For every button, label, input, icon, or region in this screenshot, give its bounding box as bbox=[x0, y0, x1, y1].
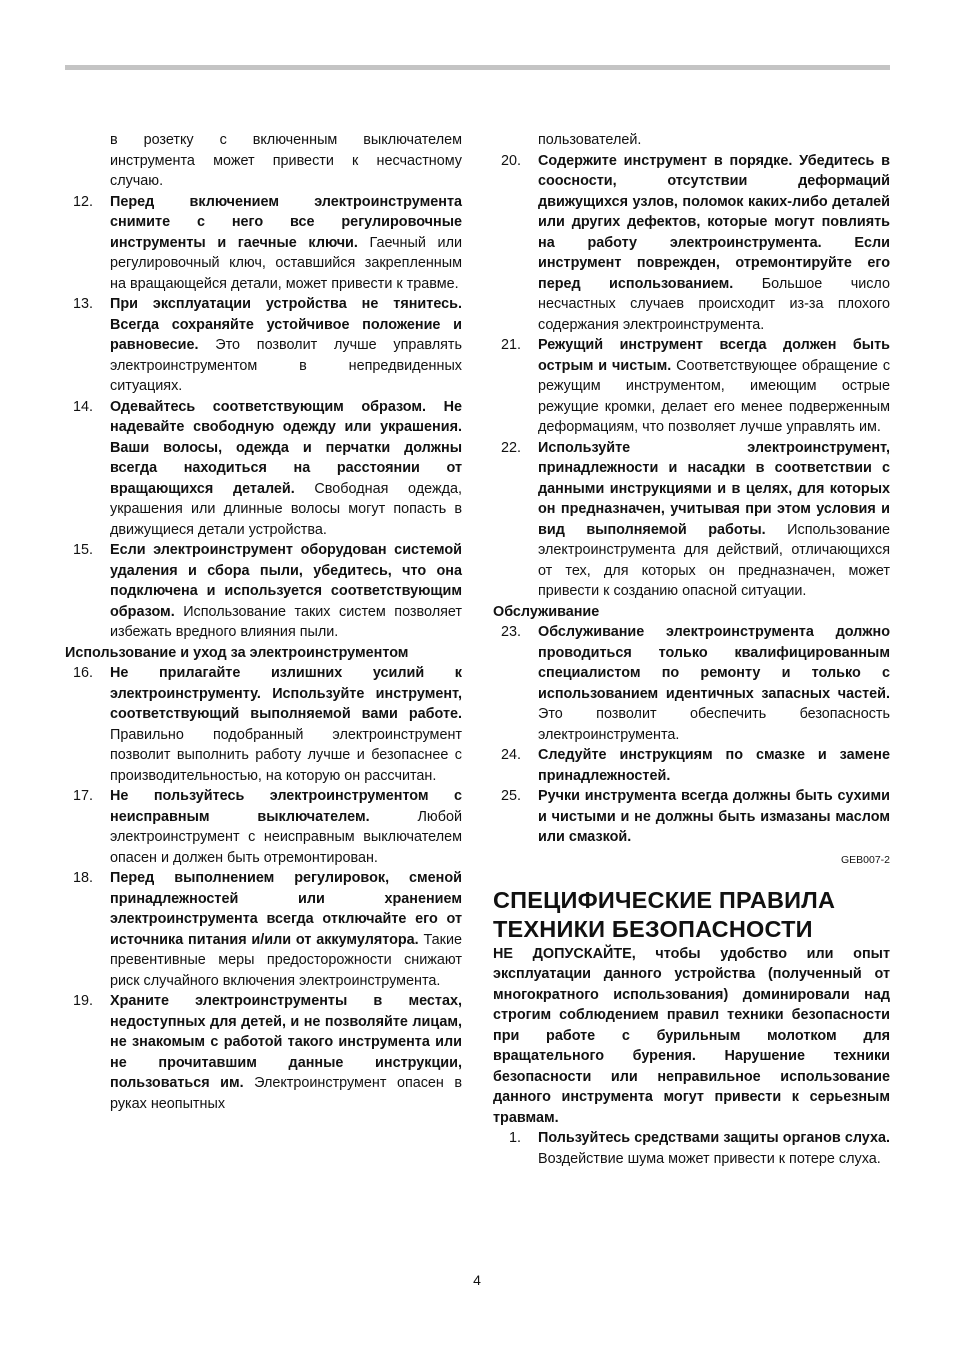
item-number: 24. bbox=[500, 747, 521, 763]
item-bold-text: Не пользуйтесь электроинструментом с неисправным выключателем. bbox=[110, 788, 462, 825]
item-text: Воздействие шума может привести к потере слуха. bbox=[538, 1150, 881, 1167]
item-number: 1. bbox=[508, 1130, 521, 1146]
section-heading-service: Обслуживание bbox=[493, 603, 600, 620]
section-heading-usage: Использование и уход за электроинструментом bbox=[65, 644, 409, 661]
item-text: Любой электроинструмент с неисправным выключателем опасен и должен быть отремонтирован. bbox=[110, 808, 462, 866]
item-text: Электроинструмент опасен в руках неопытных bbox=[110, 1075, 462, 1112]
item-text: Это позволит обеспечить безопасность электроинструмента. bbox=[538, 706, 890, 743]
list-item bbox=[65, 294, 462, 397]
item-bold-text: Ручки инструмента всегда должны быть сухими и чистыми и не должны быть измазаны маслом или смазкой. bbox=[538, 788, 890, 845]
list-item bbox=[493, 1128, 890, 1169]
intro-warning: НЕ ДОПУСКАЙТЕ, чтобы удобство или опыт эксплуатации данного устройства (полученный от многократного использования) доминировали над строгим соблюдением правил техники безопасности при работе с бурильным молотком для вращательного бурения. Нарушение техники безопасности или неправильное использование данного инструмента могут привести к серьезным травмам. bbox=[493, 945, 890, 1126]
left-column bbox=[65, 130, 462, 1114]
item-number: 23. bbox=[500, 624, 521, 640]
item-bold-text: Обслуживание электроинструмента должно проводиться только квалифицированным специалистом по ремонту и только с использованием идентичных запасных частей. bbox=[538, 624, 890, 702]
list-item bbox=[65, 991, 462, 1114]
item-text: Гаечный или регулировочный ключ, оставшийся закрепленным на вращающейся детали, может привести к травме. bbox=[110, 234, 463, 292]
list-item bbox=[493, 151, 890, 336]
item-text: Соответствующее обращение с режущим инструментом, имеющим острые режущие кромки, делает его менее подверженным деформациям, что позволяет лучше управлять им. bbox=[538, 357, 891, 435]
document-code: GEB007-2 bbox=[840, 853, 890, 866]
item-text: Использование таких систем позволяет избежать вредного влияния пыли. bbox=[110, 603, 462, 640]
list-item bbox=[493, 622, 890, 745]
item-bold-text: Режущий инструмент всегда должен быть острым и чистым. bbox=[538, 337, 890, 374]
item-number: 16. bbox=[72, 665, 93, 681]
item-number: 21. bbox=[500, 337, 521, 353]
list-item bbox=[65, 397, 462, 541]
continuation-text: пользователей. bbox=[538, 132, 642, 148]
right-items-b bbox=[493, 622, 890, 848]
section-title: СПЕЦИФИЧЕСКИЕ ПРАВИЛА ТЕХНИКИ БЕЗОПАСНОСТИ bbox=[493, 886, 836, 942]
right-column bbox=[493, 130, 890, 1169]
right-items-c bbox=[493, 1128, 890, 1169]
item-bold-text: Храните электроинструменты в местах, недоступных для детей, и не позволяйте лицам, не знакомым с работой такого инструмента или не прочитавшим данные инструкции, пользоваться им. bbox=[110, 993, 462, 1091]
list-item bbox=[65, 663, 462, 786]
item-number: 25. bbox=[500, 788, 521, 804]
item-number: 14. bbox=[72, 398, 93, 415]
item-bold-text: Перед включением электроинструмента снимите с него все регулировочные инструменты и гаечные ключи. bbox=[110, 193, 462, 251]
item-bold-text: Если электроинструмент оборудован системой удаления и сбора пыли, убедитесь, что она подключена и используется соответствующим образом. bbox=[110, 542, 462, 620]
item-text: Такие превентивные меры предосторожности снижают риск случайного включения электроинструмента. bbox=[110, 931, 462, 989]
item-bold-text: Одевайтесь соответствующим образом. Не надевайте свободную одежду или украшения. Ваши волосы, одежда и перчатки должны всегда находиться на расстоянии от вращающихся деталей. bbox=[110, 398, 462, 497]
left-items-a bbox=[65, 192, 462, 643]
continuation-text: в розетку с включенным выключателем инструмента может привести к несчастному случаю. bbox=[110, 132, 462, 189]
list-item bbox=[493, 438, 890, 602]
list-item bbox=[65, 868, 462, 991]
item-text: Правильно подобранный электроинструмент позволит выполнить работу лучше и безопаснее с производительностью, на которую он рассчитан. bbox=[110, 726, 462, 784]
item-bold-text: При эксплуатации устройства не тянитесь. Всегда сохраняйте устойчивое положение и равновесие. bbox=[110, 296, 462, 353]
item-text: Это позволит лучше управлять электроинструментом в непредвиденных ситуациях. bbox=[110, 337, 462, 394]
item-number: 20. bbox=[500, 152, 521, 169]
list-item bbox=[65, 540, 462, 643]
right-items-a bbox=[493, 151, 890, 602]
item-number: 18. bbox=[72, 870, 93, 886]
item-number: 17. bbox=[72, 788, 93, 804]
item-text: Свободная одежда, украшения или длинные волосы могут попасть в движущиеся детали устройства. bbox=[110, 480, 462, 538]
list-item bbox=[65, 786, 462, 868]
item-bold-text: Не прилагайте излишних усилий к электроинструменту. Используйте инструмент, соответствующий выполняемой вами работе. bbox=[110, 665, 462, 722]
list-item bbox=[65, 192, 462, 295]
item-number: 13. bbox=[72, 296, 93, 312]
item-number: 12. bbox=[72, 193, 93, 210]
header-rule bbox=[65, 65, 890, 70]
item-text: Большое число несчастных случаев происходит из-за плохого содержания электроинструмента. bbox=[538, 275, 890, 333]
item-number: 22. bbox=[500, 439, 521, 456]
list-item bbox=[493, 335, 890, 438]
item-text: Использование электроинструмента для действий, отличающихся от тех, для которых он предназначен, может привести к созданию опасной ситуации. bbox=[538, 521, 890, 599]
list-item bbox=[493, 745, 890, 786]
item-bold-text: Следуйте инструкциям по смазке и замене принадлежностей. bbox=[538, 747, 890, 784]
item-number: 19. bbox=[72, 993, 93, 1009]
item-bold-text: Содержите инструмент в порядке. Убедитесь в соосности, отсутствии деформаций движущихся узлов, поломок каких-либо деталей или других дефектов, которые могут повлиять на работу электроинструмента. Если инструмент поврежден, отремонтируйте его перед использованием. bbox=[538, 152, 890, 292]
item-bold-text: Пользуйтесь средствами защиты органов слуха. bbox=[538, 1130, 890, 1146]
left-items-b bbox=[65, 663, 462, 1114]
item-number: 15. bbox=[72, 542, 93, 558]
page-number: 4 bbox=[473, 1272, 481, 1288]
item-bold-text: Перед выполнением регулировок, сменой принадлежностей или хранением электроинструмента всегда отключайте его от источника питания и/или от аккумулятора. bbox=[110, 870, 462, 948]
list-item bbox=[493, 786, 890, 848]
item-bold-text: Используйте электроинструмент, принадлежности и насадки в соответствии с данными инструкциями и в целях, для которых он предназначен, учитывая при этом условия и вид выполняемой работы. bbox=[538, 439, 890, 538]
